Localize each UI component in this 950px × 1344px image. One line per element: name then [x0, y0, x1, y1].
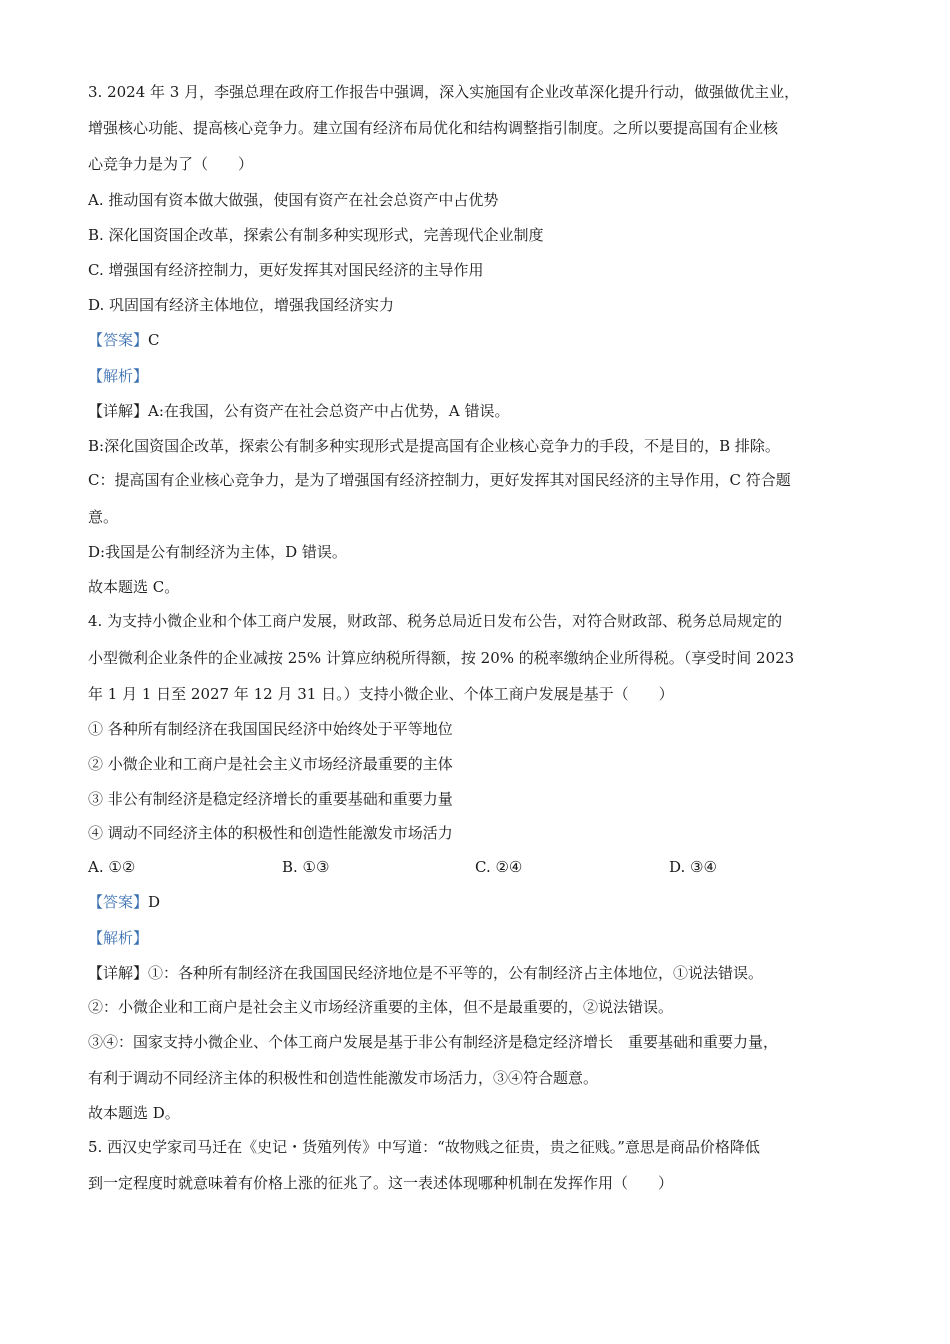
detail-text: ①：各种所有制经济在我国国民经济地位是不平等的，公有制经济占主体地位，①说法错误。	[148, 964, 764, 982]
q4-item-3: ③ 非公有制经济是稳定经济增长的重要基础和重要力量	[88, 790, 453, 808]
detail-tag: 【详解】	[88, 964, 149, 982]
q3-option-c: C. 增强国有经济控制力，更好发挥其对国民经济的主导作用	[88, 261, 484, 279]
q4-detail-2: ②：小微企业和工商户是社会主义市场经济重要的主体，但不是最重要的，②说法错误。	[88, 998, 674, 1016]
q4-analysis-tag: 【解析】	[88, 929, 149, 947]
detail-text: A:在我国，公有资产在社会总资产中占优势，A 错误。	[148, 402, 510, 420]
q4-detail-34-line-1: ③④：国家支持小微企业、个体工商户发展是基于非公有制经济是稳定经济增长 重要基础和重要力量，	[88, 1033, 779, 1051]
q3-detail-b: B:深化国资国企改革，探索公有制多种实现形式是提高国有企业核心竞争力的手段，不是目的，B 排除。	[88, 437, 780, 455]
q4-conclusion: 故本题选 D。	[88, 1104, 180, 1122]
q4-option-b: B. ①③	[282, 858, 330, 876]
q5-stem-line-1: 5. 西汉史学家司马迁在《史记・货殖列传》中写道：“故物贱之征贵，贵之征贱。”意思是商品价格降低	[88, 1138, 760, 1156]
q4-option-d: D. ③④	[669, 858, 717, 876]
q3-option-a: A. 推动国有资本做大做强，使国有资产在社会总资产中占优势	[88, 191, 499, 209]
q4-answer	[88, 892, 160, 912]
q4-option-c: C. ②④	[475, 858, 523, 876]
q3-answer	[88, 330, 160, 350]
q3-detail-d: D:我国是公有制经济为主体，D 错误。	[88, 543, 347, 561]
q4-item-2: ② 小微企业和工商户是社会主义市场经济最重要的主体	[88, 755, 453, 773]
q5-stem-line-2: 到一定程度时就意味着有价格上涨的征兆了。这一表述体现哪种机制在发挥作用（ ）	[88, 1174, 674, 1192]
q3-detail-c-line-2: 意。	[88, 508, 119, 526]
q3-stem-line-1: 3. 2024 年 3 月，李强总理在政府工作报告中强调，深入实施国有企业改革深化提升行动，做强做优主业，	[88, 83, 800, 101]
q3-option-b: B. 深化国资国企改革，探索公有制多种实现形式，完善现代企业制度	[88, 226, 544, 244]
q4-item-1: ① 各种所有制经济在我国国民经济中始终处于平等地位	[88, 720, 453, 738]
q4-stem-line-1: 4. 为支持小微企业和个体工商户发展，财政部、税务总局近日发布公告，对符合财政部、税务总局规定的	[88, 612, 783, 630]
q3-stem-line-3: 心竞争力是为了（ ）	[88, 155, 254, 173]
q3-detail-a	[88, 401, 510, 421]
q3-analysis-tag: 【解析】	[88, 367, 149, 385]
detail-tag: 【详解】	[88, 402, 149, 420]
q4-option-a: A. ①②	[88, 858, 136, 876]
q3-option-d: D. 巩固国有经济主体地位，增强我国经济实力	[88, 296, 395, 314]
answer-tag: 【答案】	[88, 893, 149, 911]
q4-detail-34-line-2: 有利于调动不同经济主体的积极性和创造性能激发市场活力，③④符合题意。	[88, 1069, 599, 1087]
answer-value: D	[148, 893, 161, 911]
q4-stem-line-3: 年 1 月 1 日至 2027 年 12 月 31 日。）支持小微企业、个体工商户发展是基于（ ）	[88, 685, 674, 703]
q3-conclusion: 故本题选 C。	[88, 578, 180, 596]
q3-detail-c-line-1: C：提高国有企业核心竞争力，是为了增强国有经济控制力，更好发挥其对国民经济的主导作用，C 符合题	[88, 471, 791, 489]
answer-value: C	[148, 331, 160, 349]
q4-stem-line-2: 小型微利企业条件的企业减按 25% 计算应纳税所得额，按 20% 的税率缴纳企业所得税。（享受时间 2023	[88, 649, 795, 667]
q4-item-4: ④ 调动不同经济主体的积极性和创造性能激发市场活力	[88, 824, 453, 842]
q4-detail-1	[88, 963, 763, 983]
answer-tag: 【答案】	[88, 331, 149, 349]
q3-stem-line-2: 增强核心功能、提高核心竞争力。建立国有经济布局优化和结构调整指引制度。之所以要提高国有企业核	[88, 119, 779, 137]
